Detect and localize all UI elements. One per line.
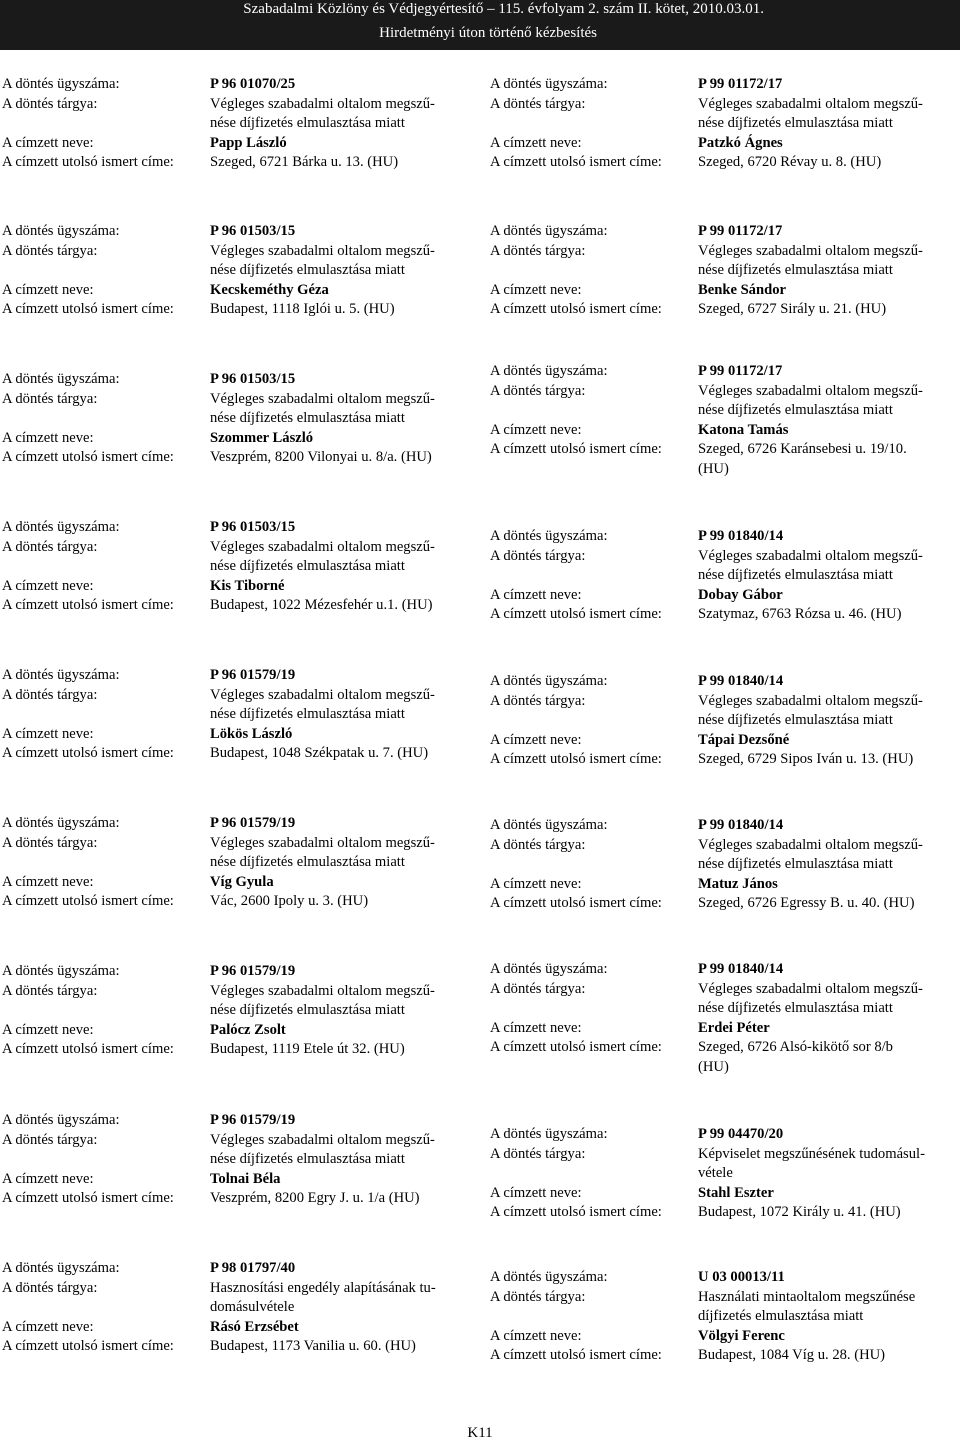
addressee-name-value: Lökös László: [210, 725, 293, 742]
decision-entry: [2, 518, 472, 616]
addressee-name: [490, 731, 960, 751]
case-number-value: P 99 01172/17: [698, 363, 783, 379]
decision-subject-value: Végleges szabadalmi oltalom megszű-: [210, 95, 435, 112]
case-number-label: A döntés ügyszáma:: [2, 1260, 120, 1276]
decision-entry: [2, 370, 472, 468]
decision-subject-cont-value: nése díjfizetés elmulasztása miatt: [698, 712, 893, 728]
addressee-address: [2, 300, 472, 320]
case-number-value: P 99 01840/14: [698, 673, 784, 689]
decision-subject-cont: [490, 999, 960, 1019]
decision-subject: [490, 980, 960, 1000]
addressee-address-value: Szeged, 6721 Bárka u. 13. (HU): [210, 154, 399, 170]
addressee-name-label: A címzett neve:: [2, 577, 94, 594]
case-number-value: P 99 01840/14: [698, 817, 784, 833]
addressee-name-value: Kis Tiborné: [210, 577, 285, 594]
case-number-label: A döntés ügyszáma:: [490, 76, 608, 92]
decision-subject-cont: [2, 1150, 472, 1170]
case-number-value: P 99 04470/20: [698, 1126, 784, 1142]
addressee-name-label: A címzett neve:: [2, 281, 94, 298]
case-number-label: A döntés ügyszáma:: [490, 363, 608, 379]
addressee-address: [2, 596, 472, 616]
addressee-address: [2, 1189, 472, 1209]
addressee-name: [490, 1019, 960, 1039]
case-number: [2, 814, 472, 834]
decision-subject-cont: [2, 1298, 472, 1318]
decision-subject-label: A döntés tárgya:: [2, 834, 98, 851]
decision-subject-cont: [2, 261, 472, 281]
addressee-name-label: A címzett neve:: [2, 429, 94, 446]
decision-subject-cont: [2, 557, 472, 577]
addressee-address: [2, 744, 472, 764]
decision-entry: [490, 1268, 960, 1366]
addressee-address-value: Budapest, 1084 Víg u. 28. (HU): [698, 1347, 886, 1363]
decision-subject-cont-value: nése díjfizetés elmulasztása miatt: [210, 410, 405, 426]
addressee-name-value: Kecskeméthy Géza: [210, 281, 329, 298]
addressee-name: [490, 586, 960, 606]
case-number: [2, 222, 472, 242]
case-number-value: U 03 00013/11: [698, 1269, 785, 1285]
addressee-address-cont-value: (HU): [698, 1058, 729, 1075]
addressee-address-value: Szeged, 6720 Révay u. 8. (HU): [698, 154, 882, 170]
case-number: [490, 816, 960, 836]
addressee-name: [490, 1327, 960, 1347]
decision-subject-label: A döntés tárgya:: [2, 538, 98, 555]
addressee-name: [2, 873, 472, 893]
addressee-name-value: Dobay Gábor: [698, 586, 783, 603]
decision-subject-cont-value: nése díjfizetés elmulasztása miatt: [698, 1000, 893, 1016]
decision-subject-value: Végleges szabadalmi oltalom megszű-: [210, 538, 435, 555]
decision-subject-value: Végleges szabadalmi oltalom megszű-: [210, 982, 435, 999]
decision-subject-label: A döntés tárgya:: [490, 1288, 586, 1305]
case-number-value: P 96 01503/15: [210, 223, 296, 239]
addressee-address-value: Szeged, 6729 Sipos Iván u. 13. (HU): [698, 751, 914, 767]
decision-subject-value: Végleges szabadalmi oltalom megszű-: [210, 242, 435, 259]
decision-subject-cont-value: domásulvétele: [210, 1299, 295, 1315]
decision-subject: [2, 95, 472, 115]
addressee-address-label: A címzett utolsó ismert címe:: [2, 745, 174, 761]
addressee-address-label: A címzett utolsó ismert címe:: [2, 1338, 174, 1354]
case-number-value: P 99 01840/14: [698, 528, 784, 544]
decision-subject-cont: [490, 401, 960, 421]
addressee-name-label: A címzett neve:: [490, 586, 582, 603]
addressee-address-value: Budapest, 1119 Etele út 32. (HU): [210, 1041, 405, 1057]
decision-entry: [490, 1125, 960, 1223]
decision-subject-value: Végleges szabadalmi oltalom megszű-: [698, 95, 923, 112]
decision-subject: [2, 242, 472, 262]
addressee-address-label: A címzett utolsó ismert címe:: [2, 1190, 174, 1206]
case-number-label: A döntés ügyszáma:: [490, 528, 608, 544]
case-number-value: P 99 01840/14: [698, 961, 784, 977]
addressee-address-label: A címzett utolsó ismert címe:: [2, 449, 174, 465]
addressee-address: [2, 892, 472, 912]
decision-subject: [490, 242, 960, 262]
decision-entry: [2, 1259, 472, 1357]
decision-subject: [2, 982, 472, 1002]
decision-subject-cont-value: nése díjfizetés elmulasztása miatt: [210, 854, 405, 870]
decision-subject-value: Végleges szabadalmi oltalom megszű-: [210, 390, 435, 407]
addressee-name-value: Papp László: [210, 134, 287, 151]
decision-entry: [490, 527, 960, 625]
case-number-value: P 96 01579/19: [210, 815, 296, 831]
case-number: [2, 370, 472, 390]
case-number-value: P 96 01579/19: [210, 667, 296, 683]
decision-subject-label: A döntés tárgya:: [490, 95, 586, 112]
case-number-label: A döntés ügyszáma:: [490, 223, 608, 239]
decision-subject-cont-value: díjfizetés elmulasztása miatt: [698, 1308, 864, 1324]
decision-subject-cont: [2, 705, 472, 725]
addressee-name-label: A címzett neve:: [490, 731, 582, 748]
addressee-name-label: A címzett neve:: [2, 725, 94, 742]
decision-subject-value: Végleges szabadalmi oltalom megszű-: [210, 834, 435, 851]
case-number: [490, 1268, 960, 1288]
addressee-name-label: A címzett neve:: [2, 134, 94, 151]
case-number-label: A döntés ügyszáma:: [2, 1112, 120, 1128]
addressee-address: [490, 1346, 960, 1366]
addressee-address-label: A címzett utolsó ismert címe:: [490, 441, 662, 457]
decision-subject: [490, 836, 960, 856]
decision-entry: [490, 816, 960, 914]
case-number: [2, 518, 472, 538]
decision-subject-value: Végleges szabadalmi oltalom megszű-: [210, 1131, 435, 1148]
decision-subject-label: A döntés tárgya:: [490, 836, 586, 853]
case-number-label: A döntés ügyszáma:: [490, 673, 608, 689]
case-number-label: A döntés ügyszáma:: [2, 223, 120, 239]
addressee-address: [490, 300, 960, 320]
decision-subject-label: A döntés tárgya:: [2, 1131, 98, 1148]
addressee-address: [490, 153, 960, 173]
addressee-address: [490, 605, 960, 625]
addressee-address-value: Szeged, 6726 Egressy B. u. 40. (HU): [698, 895, 915, 911]
addressee-name-value: Erdei Péter: [698, 1019, 770, 1036]
case-number: [2, 962, 472, 982]
decision-subject-cont-value: nése díjfizetés elmulasztása miatt: [698, 262, 893, 278]
decision-subject-cont-value: nése díjfizetés elmulasztása miatt: [210, 1151, 405, 1167]
addressee-name-label: A címzett neve:: [490, 134, 582, 151]
journal-title: Szabadalmi Közlöny és Védjegyértesítő – 115. évfolyam 2. szám II. kötet, 2010.03.01.: [243, 1, 764, 17]
addressee-name-label: A címzett neve:: [490, 1019, 582, 1036]
addressee-address-cont: [490, 1058, 960, 1078]
addressee-address-value: Budapest, 1118 Iglói u. 5. (HU): [210, 301, 395, 317]
addressee-name-value: Tápai Dezsőné: [698, 731, 790, 748]
addressee-address: [2, 448, 472, 468]
decision-subject-value: Végleges szabadalmi oltalom megszű-: [698, 836, 923, 853]
decision-subject-cont-value: nése díjfizetés elmulasztása miatt: [698, 402, 893, 418]
addressee-address-label: A címzett utolsó ismert címe:: [490, 301, 662, 317]
addressee-address: [490, 1038, 960, 1058]
addressee-name-value: Völgyi Ferenc: [698, 1327, 785, 1344]
decision-entry: [490, 222, 960, 320]
decision-subject-label: A döntés tárgya:: [490, 980, 586, 997]
addressee-name-value: Matuz János: [698, 875, 778, 892]
addressee-address-label: A címzett utolsó ismert címe:: [490, 751, 662, 767]
decision-subject-cont-value: nése díjfizetés elmulasztása miatt: [210, 115, 405, 131]
decision-subject-label: A döntés tárgya:: [2, 95, 98, 112]
decision-subject-value: Végleges szabadalmi oltalom megszű-: [698, 382, 923, 399]
addressee-address: [2, 153, 472, 173]
addressee-address: [2, 1337, 472, 1357]
decision-subject-cont-value: nése díjfizetés elmulasztása miatt: [210, 262, 405, 278]
case-number-value: P 96 01503/15: [210, 519, 296, 535]
addressee-address-label: A címzett utolsó ismert címe:: [2, 1041, 174, 1057]
decision-subject-value: Végleges szabadalmi oltalom megszű-: [210, 686, 435, 703]
addressee-address-value: Budapest, 1072 Király u. 41. (HU): [698, 1204, 901, 1220]
addressee-name: [2, 1170, 472, 1190]
decision-subject-cont-value: vétele: [698, 1165, 733, 1181]
decision-subject: [2, 1131, 472, 1151]
decision-subject-cont-value: nése díjfizetés elmulasztása miatt: [698, 856, 893, 872]
addressee-address-label: A címzett utolsó ismert címe:: [490, 154, 662, 170]
decision-entry: [490, 362, 960, 479]
case-number: [2, 666, 472, 686]
decision-subject: [490, 692, 960, 712]
decision-subject-cont-value: nése díjfizetés elmulasztása miatt: [698, 567, 893, 583]
addressee-address-label: A címzett utolsó ismert címe:: [490, 895, 662, 911]
addressee-name-value: Katona Tamás: [698, 421, 789, 438]
decision-subject-value: Használati mintaoltalom megszűnése: [698, 1288, 916, 1305]
addressee-address-value: Szeged, 6726 Alsó-kikötő sor 8/b: [698, 1039, 893, 1055]
addressee-name: [2, 1021, 472, 1041]
addressee-name-label: A címzett neve:: [2, 1318, 94, 1335]
addressee-name-value: Víg Gyula: [210, 873, 274, 890]
decision-subject-cont-value: nése díjfizetés elmulasztása miatt: [210, 558, 405, 574]
case-number-value: P 96 01503/15: [210, 371, 296, 387]
addressee-name-label: A címzett neve:: [2, 1021, 94, 1038]
addressee-name-value: Patzkó Ágnes: [698, 134, 783, 151]
case-number: [490, 672, 960, 692]
addressee-name: [2, 577, 472, 597]
addressee-address-cont-value: (HU): [698, 460, 729, 477]
addressee-name: [490, 421, 960, 441]
decision-subject-value: Végleges szabadalmi oltalom megszű-: [698, 980, 923, 997]
decision-entry: [2, 666, 472, 764]
addressee-address-value: Szatymaz, 6763 Rózsa u. 46. (HU): [698, 606, 902, 622]
addressee-name: [2, 429, 472, 449]
addressee-address-label: A címzett utolsó ismert címe:: [2, 154, 174, 170]
decision-subject: [2, 686, 472, 706]
decision-entry: [2, 814, 472, 912]
addressee-address-value: Veszprém, 8200 Vilonyai u. 8/a. (HU): [210, 449, 432, 465]
case-number-label: A döntés ügyszáma:: [490, 961, 608, 977]
case-number: [2, 1259, 472, 1279]
addressee-address-value: Szeged, 6726 Karánsebesi u. 19/10.: [698, 441, 907, 457]
addressee-name-label: A címzett neve:: [490, 281, 582, 298]
decision-subject-cont: [2, 853, 472, 873]
addressee-address-label: A címzett utolsó ismert címe:: [490, 1039, 662, 1055]
decision-subject-value: Hasznosítási engedély alapításának tu-: [210, 1279, 436, 1296]
decision-subject-cont-value: nése díjfizetés elmulasztása miatt: [210, 1002, 405, 1018]
decision-subject: [2, 390, 472, 410]
decision-subject-cont: [490, 1307, 960, 1327]
decision-subject-label: A döntés tárgya:: [490, 1145, 586, 1162]
case-number: [2, 75, 472, 95]
addressee-name: [2, 1318, 472, 1338]
decision-subject-cont: [490, 566, 960, 586]
case-number-label: A döntés ügyszáma:: [2, 76, 120, 92]
addressee-name-value: Palócz Zsolt: [210, 1021, 286, 1038]
decision-subject-label: A döntés tárgya:: [2, 390, 98, 407]
addressee-address: [490, 1203, 960, 1223]
decision-subject-cont: [2, 409, 472, 429]
decision-subject: [490, 1288, 960, 1308]
decision-subject-cont: [490, 711, 960, 731]
addressee-name: [490, 134, 960, 154]
case-number-label: A döntés ügyszáma:: [490, 1269, 608, 1285]
addressee-address-label: A címzett utolsó ismert címe:: [2, 301, 174, 317]
decision-subject-label: A döntés tárgya:: [490, 382, 586, 399]
decision-subject-cont: [2, 1001, 472, 1021]
case-number-value: P 96 01579/19: [210, 963, 296, 979]
addressee-address: [490, 440, 960, 460]
decision-subject: [490, 547, 960, 567]
decision-subject-value: Végleges szabadalmi oltalom megszű-: [698, 692, 923, 709]
decision-subject-cont-value: nése díjfizetés elmulasztása miatt: [210, 706, 405, 722]
case-number: [490, 362, 960, 382]
decision-entry: [2, 962, 472, 1060]
addressee-address-value: Budapest, 1048 Székpatak u. 7. (HU): [210, 745, 429, 761]
case-number-label: A döntés ügyszáma:: [2, 667, 120, 683]
case-number-label: A döntés ügyszáma:: [2, 963, 120, 979]
decision-subject-label: A döntés tárgya:: [490, 242, 586, 259]
addressee-address-value: Budapest, 1022 Mézesfehér u.1. (HU): [210, 597, 433, 613]
page-number: K11: [467, 1425, 493, 1441]
decision-entry: [2, 1111, 472, 1209]
addressee-address: [490, 750, 960, 770]
decision-subject-cont: [2, 114, 472, 134]
addressee-name-value: Benke Sándor: [698, 281, 786, 298]
addressee-name: [490, 1184, 960, 1204]
decision-subject: [490, 382, 960, 402]
addressee-name-label: A címzett neve:: [490, 1184, 582, 1201]
decision-subject-label: A döntés tárgya:: [2, 1279, 98, 1296]
case-number-label: A döntés ügyszáma:: [2, 519, 120, 535]
case-number: [2, 1111, 472, 1131]
addressee-name-value: Szommer László: [210, 429, 314, 446]
case-number-label: A döntés ügyszáma:: [2, 815, 120, 831]
addressee-name-value: Stahl Eszter: [698, 1184, 774, 1201]
case-number: [490, 960, 960, 980]
case-number-label: A döntés ügyszáma:: [490, 817, 608, 833]
decision-subject: [2, 538, 472, 558]
decision-subject-label: A döntés tárgya:: [2, 242, 98, 259]
case-number: [490, 75, 960, 95]
decision-subject: [2, 1279, 472, 1299]
case-number-value: P 99 01172/17: [698, 76, 783, 92]
addressee-name-label: A címzett neve:: [490, 875, 582, 892]
addressee-name: [2, 725, 472, 745]
addressee-address-value: Szeged, 6727 Sirály u. 21. (HU): [698, 301, 887, 317]
addressee-name-label: A címzett neve:: [490, 421, 582, 438]
case-number-value: P 96 01070/25: [210, 76, 296, 92]
decision-subject-cont: [490, 114, 960, 134]
addressee-name-label: A címzett neve:: [490, 1327, 582, 1344]
decision-subject-cont: [490, 261, 960, 281]
addressee-address-label: A címzett utolsó ismert címe:: [2, 597, 174, 613]
case-number-value: P 99 01172/17: [698, 223, 783, 239]
decision-subject-label: A döntés tárgya:: [490, 692, 586, 709]
addressee-name: [490, 281, 960, 301]
addressee-address-cont: [490, 460, 960, 480]
case-number-value: P 98 01797/40: [210, 1260, 296, 1276]
addressee-address: [490, 894, 960, 914]
addressee-name-label: A címzett neve:: [2, 873, 94, 890]
case-number-value: P 96 01579/19: [210, 1112, 296, 1128]
case-number: [490, 1125, 960, 1145]
decision-entry: [490, 960, 960, 1077]
decision-subject-cont-value: nése díjfizetés elmulasztása miatt: [698, 115, 893, 131]
decision-subject-cont: [490, 855, 960, 875]
decision-subject-value: Végleges szabadalmi oltalom megszű-: [698, 547, 923, 564]
case-number: [490, 222, 960, 242]
addressee-name: [490, 875, 960, 895]
decision-subject: [2, 834, 472, 854]
addressee-name-value: Rásó Erzsébet: [210, 1318, 299, 1335]
addressee-address-value: Budapest, 1173 Vanilia u. 60. (HU): [210, 1338, 416, 1354]
decision-subject-label: A döntés tárgya:: [490, 547, 586, 564]
addressee-name: [2, 134, 472, 154]
decision-subject-label: A döntés tárgya:: [2, 686, 98, 703]
decision-subject-label: A döntés tárgya:: [2, 982, 98, 999]
addressee-address-value: Veszprém, 8200 Egry J. u. 1/a (HU): [210, 1190, 420, 1206]
section-title: Hirdetményi úton történő kézbesítés: [379, 25, 597, 41]
decision-subject: [490, 1145, 960, 1165]
decision-entry: [490, 672, 960, 770]
decision-subject-value: Képviselet megszűnésének tudomásul-: [698, 1145, 925, 1162]
decision-subject-cont: [490, 1164, 960, 1184]
case-number-label: A döntés ügyszáma:: [2, 371, 120, 387]
decision-entry: [2, 75, 472, 173]
addressee-name: [2, 281, 472, 301]
addressee-address-label: A címzett utolsó ismert címe:: [490, 1347, 662, 1363]
decision-entry: [490, 75, 960, 173]
addressee-name-value: Tolnai Béla: [210, 1170, 281, 1187]
decision-subject-value: Végleges szabadalmi oltalom megszű-: [698, 242, 923, 259]
decision-entry: [2, 222, 472, 320]
page-header: [0, 0, 960, 50]
addressee-address-label: A címzett utolsó ismert címe:: [490, 1204, 662, 1220]
addressee-address: [2, 1040, 472, 1060]
addressee-address-label: A címzett utolsó ismert címe:: [490, 606, 662, 622]
addressee-name-label: A címzett neve:: [2, 1170, 94, 1187]
case-number: [490, 527, 960, 547]
addressee-address-label: A címzett utolsó ismert címe:: [2, 893, 174, 909]
decision-subject: [490, 95, 960, 115]
addressee-address-value: Vác, 2600 Ipoly u. 3. (HU): [210, 893, 369, 909]
case-number-label: A döntés ügyszáma:: [490, 1126, 608, 1142]
